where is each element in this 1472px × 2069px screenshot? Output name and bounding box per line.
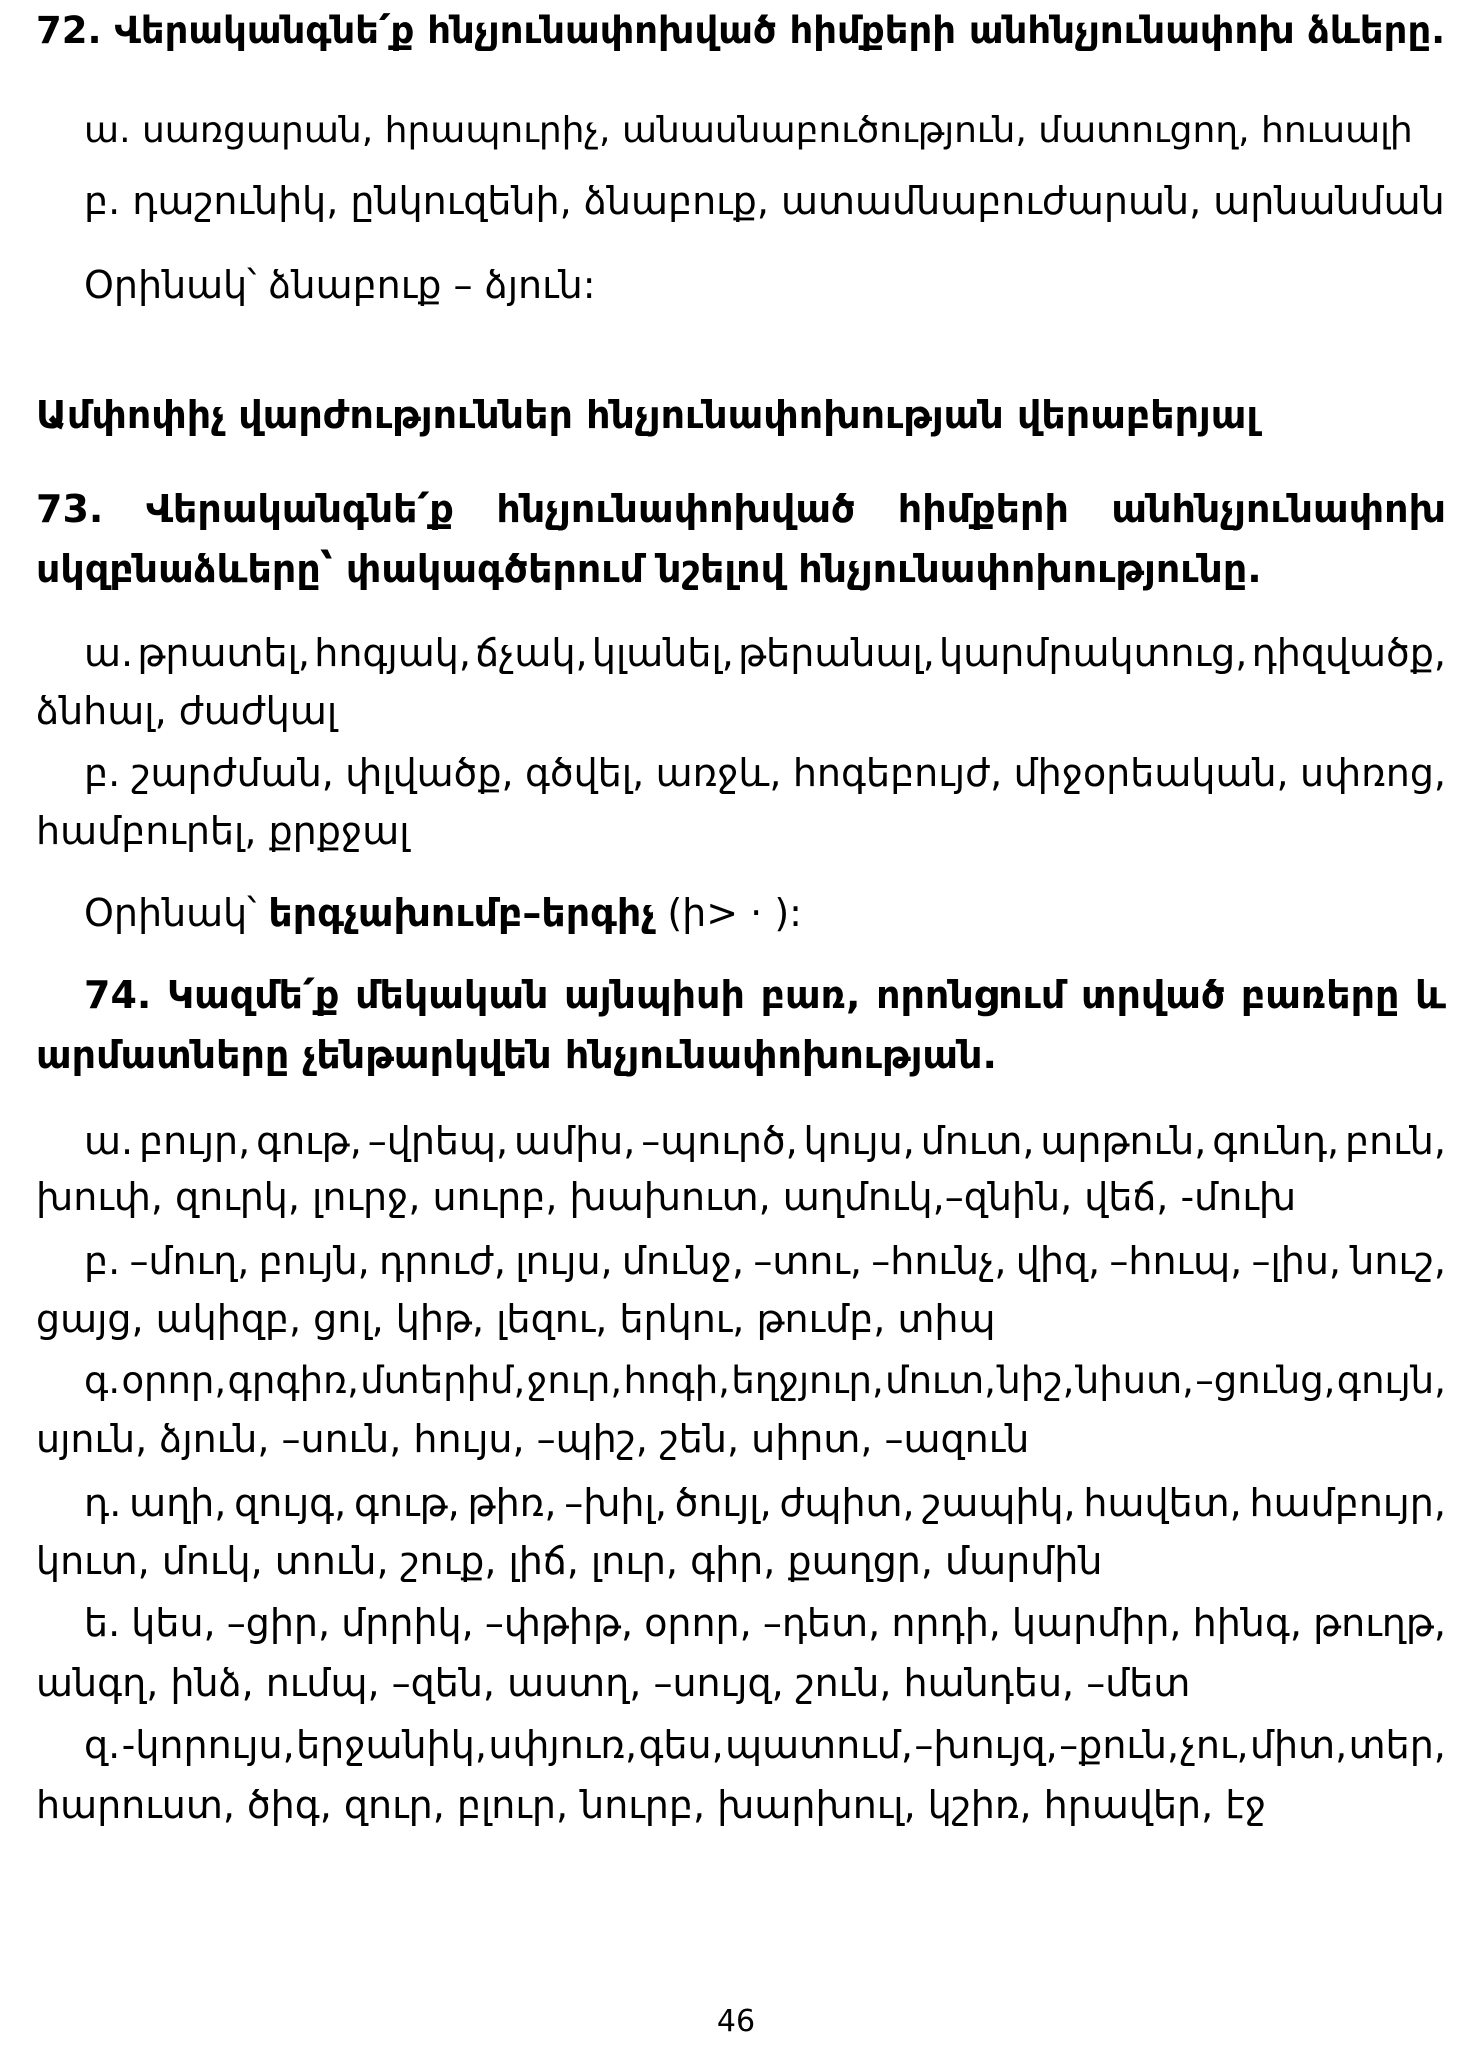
exercise-73-item-b-line2: համբուրել, քրքջալ xyxy=(36,809,410,853)
word: հիմքերի xyxy=(897,487,1069,531)
word: այնպիսի xyxy=(564,973,745,1017)
word: որդի, xyxy=(891,1601,1001,1645)
word: բ. xyxy=(84,1239,121,1283)
word: գծվել, xyxy=(524,751,645,795)
word: սփյուռ, xyxy=(488,1723,638,1767)
exercise-74-title-line2: արմատները չենթարկվեն հնչյունափոխության. xyxy=(36,1033,997,1077)
word: –քուն, xyxy=(1059,1723,1180,1767)
word: հնչյունափոխված xyxy=(496,487,856,531)
word: արթուն, xyxy=(1040,1119,1207,1163)
exercise-74-item-a-line1 xyxy=(84,1116,1446,1166)
word: գութ, xyxy=(256,1119,362,1163)
word: աղի, xyxy=(129,1481,227,1525)
word: մուտ, xyxy=(920,1119,1035,1163)
word: բուն, xyxy=(1345,1119,1446,1163)
exercise-74-item-b-line2: ցայց, ակիզբ, ցոլ, կիթ, լեզու, երկու, թումբ, տիպ xyxy=(36,1297,996,1341)
word: փլվածք, xyxy=(345,751,514,795)
word: նուշ, xyxy=(1350,1239,1446,1283)
word: ե. xyxy=(84,1601,121,1645)
exercise-73-example xyxy=(84,888,1446,938)
word: սփռոց, xyxy=(1300,751,1446,795)
word: –ցիր, xyxy=(226,1601,331,1645)
word: տրված xyxy=(1080,973,1226,1017)
exercise-74-item-e-line1 xyxy=(84,1598,1446,1648)
word: կարմրակտուց, xyxy=(939,631,1248,675)
word: թրատել, xyxy=(137,631,310,675)
word: մրրիկ, xyxy=(341,1601,474,1645)
word: պատում, xyxy=(725,1723,913,1767)
word: հոգեբույժ, xyxy=(792,751,1003,795)
page-number: 46 xyxy=(716,2004,756,2039)
word: եղջյուր, xyxy=(731,1359,884,1402)
word: առջև, xyxy=(655,751,782,795)
word: գութ, xyxy=(354,1481,460,1525)
word: կարմիր, xyxy=(1012,1601,1182,1645)
exercise-73-title-line1 xyxy=(36,484,1446,534)
word: –պուրծ, xyxy=(641,1119,798,1163)
word: երջանիկ, xyxy=(296,1723,487,1767)
word: գես, xyxy=(638,1723,724,1767)
exercise-74-item-e-line2: անգղ, ինձ, ումպ, –զեն, աստղ, –սույզ, շուն, հանդես, –մետ xyxy=(36,1661,1191,1705)
word: Կազմե՛ք xyxy=(167,973,340,1017)
word: բույն, xyxy=(258,1239,370,1283)
word: բառ, xyxy=(760,973,861,1017)
word: վիզ, xyxy=(1015,1239,1101,1283)
exercise-73-item-a-line1 xyxy=(84,628,1446,678)
exercise-74-item-b-line1 xyxy=(84,1236,1446,1286)
word: մտերիմ, xyxy=(360,1359,526,1402)
word: շապիկ, xyxy=(922,1481,1076,1525)
word: հավետ, xyxy=(1083,1481,1242,1525)
example-suffix: (ի> · ): xyxy=(655,891,802,935)
word: նիշ, xyxy=(997,1359,1075,1402)
word: որոնցում xyxy=(876,973,1066,1017)
word: զույգ, xyxy=(234,1481,347,1525)
exercise-74-title-line1 xyxy=(84,970,1446,1020)
word: անհնչյունափոխ xyxy=(1111,487,1446,531)
exercise-74-item-d-line1 xyxy=(84,1478,1446,1528)
exercise-72-item-a: ա. սառցարան, հրապուրիչ, անասնաբուծություն, մատուցող, հուսալի xyxy=(84,110,1413,151)
word: կույս, xyxy=(803,1119,915,1163)
word: –խիլ, xyxy=(564,1481,667,1525)
word: ա. xyxy=(84,1119,134,1163)
exercise-73-item-a-line2: ձնհալ, ժաժկալ xyxy=(36,689,338,733)
exercise-73-title-line2: սկզբնաձևերը՝ փակագծերում նշելով հնչյունափոխությունը. xyxy=(36,547,1262,591)
word: –մուղ, xyxy=(129,1239,250,1283)
word: դրուժ, xyxy=(379,1239,506,1283)
word: և xyxy=(1415,973,1446,1017)
word: մունջ, xyxy=(621,1239,745,1283)
word: թուղթ, xyxy=(1313,1601,1446,1645)
word: 73. xyxy=(36,487,104,531)
word: կլանել, xyxy=(591,631,734,675)
word: բույր, xyxy=(139,1119,251,1163)
word: բառերը xyxy=(1240,973,1400,1017)
word: –տու, xyxy=(753,1239,862,1283)
summary-heading: Ամփոփիչ վարժություններ հնչյունափոխության վերաբերյալ xyxy=(36,393,1259,437)
exercise-74-item-d-line2: կուտ, մուկ, տուն, շուք, լիճ, լուր, գիր, քաղցր, մարմին xyxy=(36,1539,1103,1583)
word: –լիս, xyxy=(1251,1239,1342,1283)
word: նիստ, xyxy=(1075,1359,1194,1402)
word: մեկական xyxy=(355,973,549,1017)
word: շարժման, xyxy=(131,751,334,795)
exercise-72-title: 72. Վերականգնե՛ք հնչյունափոխված հիմքերի անհնչյունափոխ ձևերը. xyxy=(36,9,1446,52)
word: գույն, xyxy=(1336,1359,1446,1402)
exercise-74-item-f-line2: հարուստ, ծիգ, զուր, բլուր, նուրբ, խարխուլ, կշիռ, հրավեր, էջ xyxy=(36,1783,1267,1827)
word: –հունչ, xyxy=(871,1239,1007,1283)
word: –դետ, xyxy=(762,1601,881,1645)
example-word-pair: երգչախումբ–երգիչ xyxy=(268,891,656,935)
word: ամիս, xyxy=(514,1119,636,1163)
word: չու, xyxy=(1180,1723,1249,1767)
word: թերանալ, xyxy=(738,631,935,675)
word: հինգ, xyxy=(1192,1601,1302,1645)
word: զ. xyxy=(84,1723,121,1767)
word: բ. xyxy=(84,751,121,795)
word: -կորույս, xyxy=(121,1723,295,1767)
word: –վրեպ, xyxy=(367,1119,509,1163)
exercise-73-item-b-line1 xyxy=(84,748,1446,798)
word: ջուր, xyxy=(526,1359,623,1402)
word: կես, xyxy=(131,1601,216,1645)
exercise-74-item-f-line1 xyxy=(84,1720,1446,1770)
word: հոգի, xyxy=(623,1359,730,1402)
exercise-74-item-c-line2: սյուն, ձյուն, –սուն, հույս, –պիշ, շեն, սիրտ, –ազուն xyxy=(36,1417,1030,1461)
word: –հուպ, xyxy=(1109,1239,1243,1283)
word: ա. xyxy=(84,631,134,675)
word: գունդ, xyxy=(1212,1119,1340,1163)
word: –փթիթ, xyxy=(484,1601,634,1645)
word: օրոր, xyxy=(121,1359,227,1402)
word: թիռ, xyxy=(467,1481,557,1525)
word: գրգիռ, xyxy=(227,1359,359,1402)
word: գ. xyxy=(84,1359,121,1402)
word: 74. xyxy=(84,973,152,1017)
exercise-72-item-b: բ. դաշունիկ, ընկուզենի, ձնաբուք, ատամնաբուժարան, արնանման xyxy=(84,179,1445,223)
word: ժպիտ, xyxy=(779,1481,915,1525)
word: Վերականգնե՛ք xyxy=(145,487,454,531)
word: մուտ, xyxy=(885,1359,996,1402)
word: –ցունց, xyxy=(1195,1359,1336,1402)
word: միջօրեական, xyxy=(1013,751,1289,795)
word: միտ, xyxy=(1249,1723,1348,1767)
word: դ. xyxy=(84,1481,122,1525)
word: համբույր, xyxy=(1249,1481,1446,1525)
word: –խույզ, xyxy=(914,1723,1058,1767)
word: ճչակ, xyxy=(475,631,588,675)
exercise-74-item-a-line2: խուփ, զուրկ, լուրջ, սուրբ, խախուտ, աղմուկ,–զնին, վեճ, -մուխ xyxy=(36,1175,1297,1219)
word: օրոր, xyxy=(644,1601,752,1645)
example-prefix: Օրինակ՝ xyxy=(84,891,269,935)
exercise-74-item-c-line1 xyxy=(84,1356,1446,1406)
word: տեր, xyxy=(1348,1723,1446,1767)
exercise-72-example: Օրինակ՝ ձնաբուք – ձյուն: xyxy=(84,263,596,307)
word: դիզվածք, xyxy=(1251,631,1446,675)
word: ծույլ, xyxy=(674,1481,772,1525)
word: հոգյակ, xyxy=(314,631,471,675)
word: լույս, xyxy=(515,1239,613,1283)
